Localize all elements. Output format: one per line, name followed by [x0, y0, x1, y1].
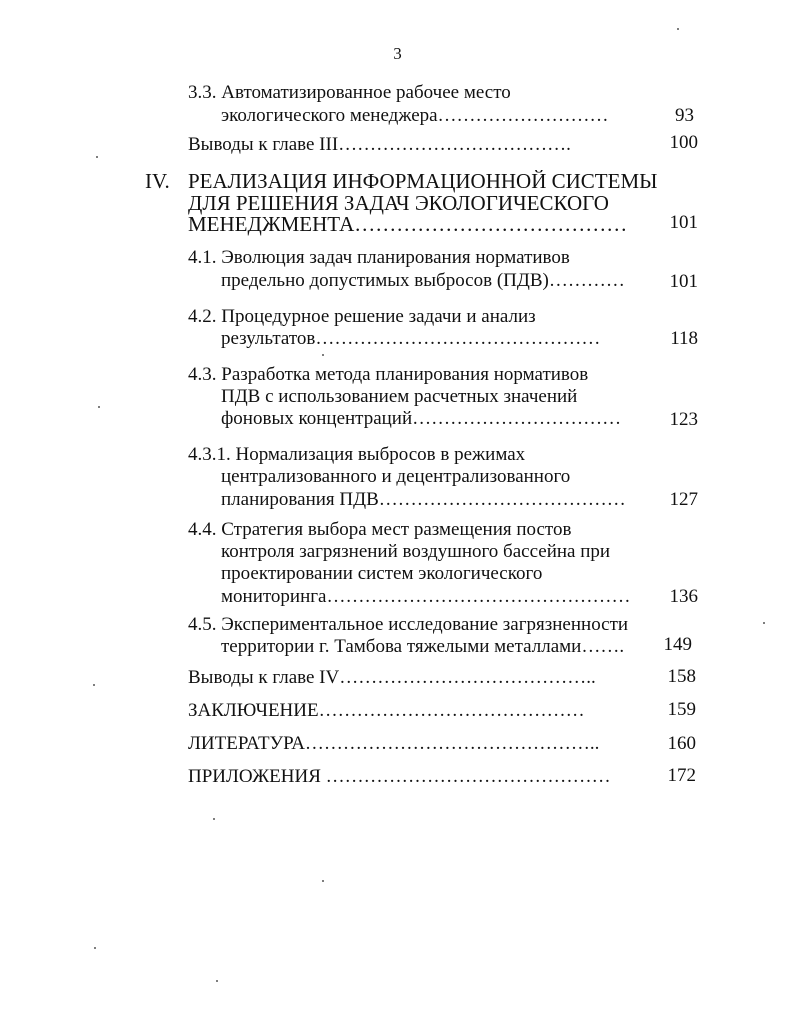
- scan-speck: [96, 156, 98, 158]
- chapter-4-page: 101: [669, 212, 698, 233]
- toc-4-2-line2: результатов………………………………………: [221, 328, 601, 349]
- toc-4-5-page: 149: [663, 634, 692, 655]
- scan-speck: [763, 622, 765, 624]
- toc-4-1-line1: 4.1. Эволюция задач планирования нормативов: [188, 247, 570, 268]
- toc-3-3-line1: 3.3. Автоматизированное рабочее место: [188, 82, 511, 103]
- toc-conclusions-3-page: 100: [669, 132, 698, 153]
- chapter-4-line2: ДЛЯ РЕШЕНИЯ ЗАДАЧ ЭКОЛОГИЧЕСКОГО: [188, 191, 609, 215]
- scan-speck: [93, 684, 95, 686]
- toc-conclusions-3: Выводы к главе III……………………………….: [188, 134, 571, 155]
- toc-conclusions-4: Выводы к главе IV…………………………………..: [188, 667, 596, 688]
- toc-4-3-1-page: 127: [669, 489, 698, 510]
- toc-4-3-1-line2: централизованного и децентрализованного: [221, 466, 571, 487]
- scan-speck: [322, 880, 324, 882]
- toc-4-3-1-line1: 4.3.1. Нормализация выбросов в режимах: [188, 444, 526, 465]
- toc-4-2-line1: 4.2. Процедурное решение задачи и анализ: [188, 306, 536, 327]
- toc-literature-page: 160: [667, 733, 696, 754]
- scan-speck: [216, 980, 218, 982]
- toc-conclusions-4-page: 158: [667, 666, 696, 687]
- toc-conclusion: ЗАКЛЮЧЕНИЕ……………………………………: [188, 700, 585, 721]
- scan-speck: [94, 947, 96, 949]
- toc-4-3-page: 123: [669, 409, 698, 430]
- page-number: 3: [393, 44, 402, 63]
- toc-3-3-page: 93: [675, 105, 694, 126]
- chapter-4-number: IV.: [145, 169, 170, 193]
- chapter-4-line3: МЕНЕДЖМЕНТА…………………………………: [188, 212, 628, 236]
- toc-4-1-line2: предельно допустимых выбросов (ПДВ)…………: [221, 270, 625, 291]
- scan-speck: [322, 354, 324, 356]
- toc-4-5-line2: территории г. Тамбова тяжелыми металлами…….: [221, 636, 625, 657]
- toc-4-4-line3: проектировании систем экологического: [221, 563, 543, 584]
- toc-4-1-page: 101: [669, 271, 698, 292]
- scan-speck: [213, 818, 215, 820]
- toc-4-4-page: 136: [669, 586, 698, 607]
- chapter-4-line1: РЕАЛИЗАЦИЯ ИНФОРМАЦИОННОЙ СИСТЕМЫ: [188, 169, 658, 193]
- toc-4-4-line1: 4.4. Стратегия выбора мест размещения постов: [188, 519, 572, 540]
- toc-4-4-line4: мониторинга…………………………………………: [221, 586, 631, 607]
- toc-conclusion-page: 159: [667, 699, 696, 720]
- toc-4-4-line2: контроля загрязнений воздушного бассейна при: [221, 541, 611, 562]
- toc-4-3-1-line3: планирования ПДВ…………………………………: [221, 489, 626, 510]
- toc-3-3-line2: экологического менеджера………………………: [221, 105, 609, 126]
- toc-4-3-line2: ПДВ с использованием расчетных значений: [221, 386, 578, 407]
- toc-appendices-page: 172: [667, 765, 696, 786]
- toc-4-5-line1: 4.5. Экспериментальное исследование загрязненности: [188, 614, 629, 635]
- toc-literature: ЛИТЕРАТУРА………………………………………..: [188, 733, 600, 754]
- toc-4-3-line3: фоновых концентраций……………………………: [221, 408, 622, 429]
- toc-4-3-line1: 4.3. Разработка метода планирования нормативов: [188, 364, 589, 385]
- scan-speck: [98, 406, 100, 408]
- scan-speck: [677, 28, 679, 30]
- toc-appendices: ПРИЛОЖЕНИЯ ………………………………………: [188, 766, 611, 787]
- toc-4-2-page: 118: [670, 328, 698, 349]
